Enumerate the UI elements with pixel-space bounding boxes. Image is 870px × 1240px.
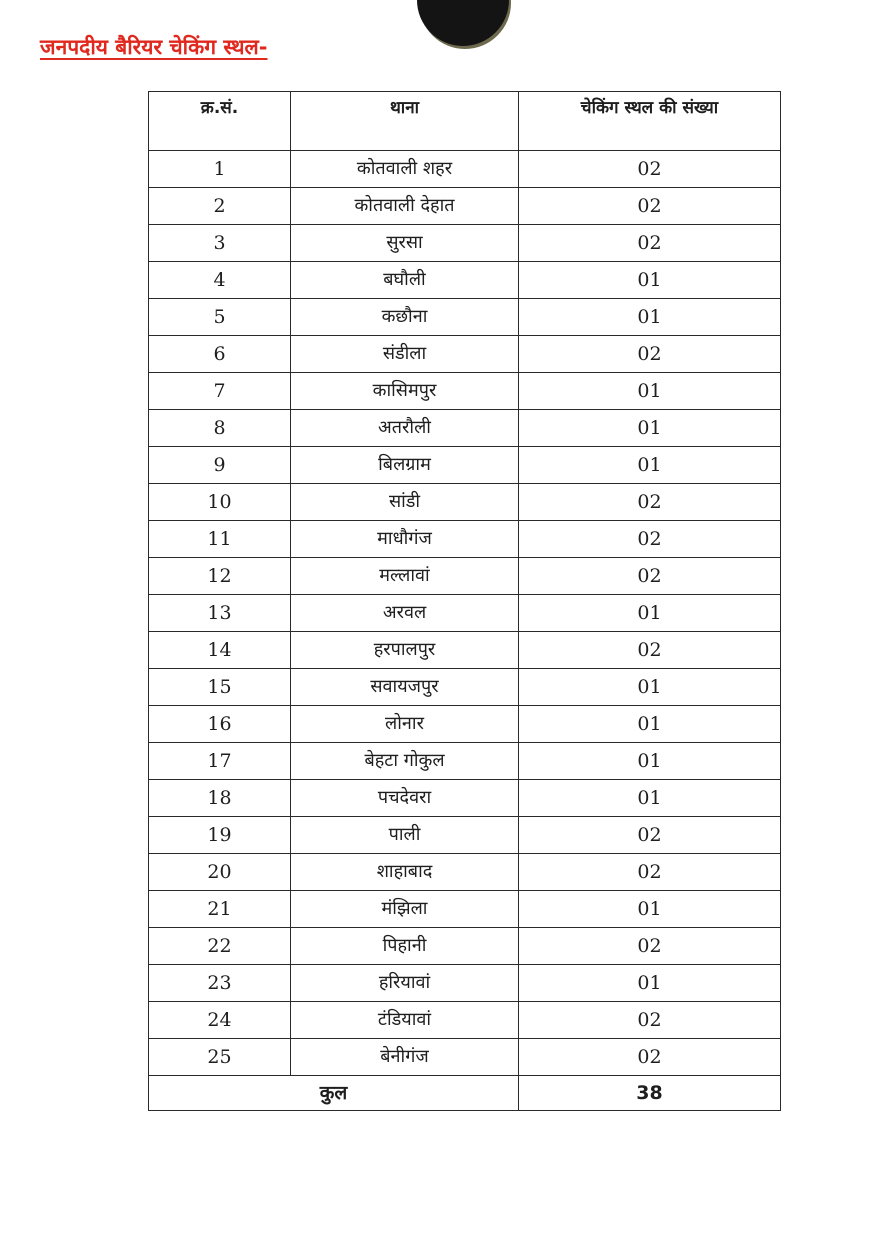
count-cell: 02 — [519, 558, 781, 595]
table-row — [149, 188, 781, 225]
count-cell: 01 — [519, 669, 781, 706]
checking-points-table — [148, 91, 781, 1111]
station-cell: पाली — [291, 817, 519, 854]
table-row — [149, 595, 781, 632]
table-row — [149, 743, 781, 780]
count-cell: 02 — [519, 188, 781, 225]
serial-cell: 1 — [149, 151, 291, 188]
count-cell: 02 — [519, 1039, 781, 1076]
table-row — [149, 447, 781, 484]
serial-cell: 11 — [149, 521, 291, 558]
serial-cell: 9 — [149, 447, 291, 484]
station-cell: कासिमपुर — [291, 373, 519, 410]
table-row — [149, 521, 781, 558]
station-cell: अरवल — [291, 595, 519, 632]
station-cell: बघौली — [291, 262, 519, 299]
serial-cell: 8 — [149, 410, 291, 447]
count-cell: 01 — [519, 447, 781, 484]
count-cell: 01 — [519, 965, 781, 1002]
table-row — [149, 484, 781, 521]
count-cell: 02 — [519, 336, 781, 373]
count-cell: 02 — [519, 484, 781, 521]
table-row — [149, 151, 781, 188]
table-row — [149, 1039, 781, 1076]
count-cell: 01 — [519, 373, 781, 410]
serial-cell: 7 — [149, 373, 291, 410]
header-count: चेकिंग स्थल की संख्या — [519, 92, 781, 151]
station-cell: सुरसा — [291, 225, 519, 262]
table-row — [149, 632, 781, 669]
count-cell: 02 — [519, 854, 781, 891]
count-cell: 02 — [519, 225, 781, 262]
table-row — [149, 299, 781, 336]
count-cell: 01 — [519, 262, 781, 299]
count-cell: 02 — [519, 632, 781, 669]
table-row — [149, 891, 781, 928]
count-cell: 02 — [519, 817, 781, 854]
station-cell: सवायजपुर — [291, 669, 519, 706]
serial-cell: 4 — [149, 262, 291, 299]
count-cell: 01 — [519, 780, 781, 817]
table-row — [149, 558, 781, 595]
station-cell: टंडियावां — [291, 1002, 519, 1039]
serial-cell: 25 — [149, 1039, 291, 1076]
serial-cell: 14 — [149, 632, 291, 669]
serial-cell: 22 — [149, 928, 291, 965]
station-cell: पिहानी — [291, 928, 519, 965]
page-title: जनपदीय बैरियर चेकिंग स्थल- — [40, 35, 268, 59]
station-cell: हरपालपुर — [291, 632, 519, 669]
station-cell: बेनीगंज — [291, 1039, 519, 1076]
serial-cell: 5 — [149, 299, 291, 336]
serial-cell: 13 — [149, 595, 291, 632]
station-cell: कछौना — [291, 299, 519, 336]
count-cell: 01 — [519, 706, 781, 743]
table-row — [149, 817, 781, 854]
table-row — [149, 780, 781, 817]
serial-cell: 19 — [149, 817, 291, 854]
station-cell: लोनार — [291, 706, 519, 743]
serial-cell: 21 — [149, 891, 291, 928]
table-row — [149, 706, 781, 743]
serial-cell: 12 — [149, 558, 291, 595]
total-value: 38 — [519, 1076, 781, 1111]
station-cell: मंझिला — [291, 891, 519, 928]
station-cell: हरियावां — [291, 965, 519, 1002]
station-cell: मल्लावां — [291, 558, 519, 595]
station-cell: अतरौली — [291, 410, 519, 447]
table-row — [149, 1002, 781, 1039]
table-header-row — [149, 92, 781, 151]
header-serial: क्र.सं. — [149, 92, 291, 151]
top-dark-shape — [417, 0, 509, 46]
total-label: कुल — [149, 1076, 519, 1111]
count-cell: 01 — [519, 891, 781, 928]
table-row — [149, 928, 781, 965]
count-cell: 01 — [519, 299, 781, 336]
station-cell: कोतवाली शहर — [291, 151, 519, 188]
serial-cell: 2 — [149, 188, 291, 225]
table-row — [149, 854, 781, 891]
station-cell: पचदेवरा — [291, 780, 519, 817]
station-cell: बिलग्राम — [291, 447, 519, 484]
serial-cell: 20 — [149, 854, 291, 891]
table-row — [149, 373, 781, 410]
station-cell: कोतवाली देहात — [291, 188, 519, 225]
total-row — [149, 1076, 781, 1111]
count-cell: 01 — [519, 410, 781, 447]
station-cell: शाहाबाद — [291, 854, 519, 891]
serial-cell: 3 — [149, 225, 291, 262]
serial-cell: 18 — [149, 780, 291, 817]
count-cell: 01 — [519, 743, 781, 780]
serial-cell: 23 — [149, 965, 291, 1002]
count-cell: 02 — [519, 928, 781, 965]
serial-cell: 17 — [149, 743, 291, 780]
table-row — [149, 669, 781, 706]
table-row — [149, 336, 781, 373]
count-cell: 02 — [519, 1002, 781, 1039]
table-row — [149, 225, 781, 262]
table-row — [149, 965, 781, 1002]
table-row — [149, 262, 781, 299]
serial-cell: 10 — [149, 484, 291, 521]
header-station: थाना — [291, 92, 519, 151]
station-cell: बेहटा गोकुल — [291, 743, 519, 780]
count-cell: 01 — [519, 595, 781, 632]
count-cell: 02 — [519, 151, 781, 188]
serial-cell: 6 — [149, 336, 291, 373]
serial-cell: 24 — [149, 1002, 291, 1039]
station-cell: माधौगंज — [291, 521, 519, 558]
count-cell: 02 — [519, 521, 781, 558]
station-cell: संडीला — [291, 336, 519, 373]
table-row — [149, 410, 781, 447]
station-cell: सांडी — [291, 484, 519, 521]
serial-cell: 15 — [149, 669, 291, 706]
serial-cell: 16 — [149, 706, 291, 743]
